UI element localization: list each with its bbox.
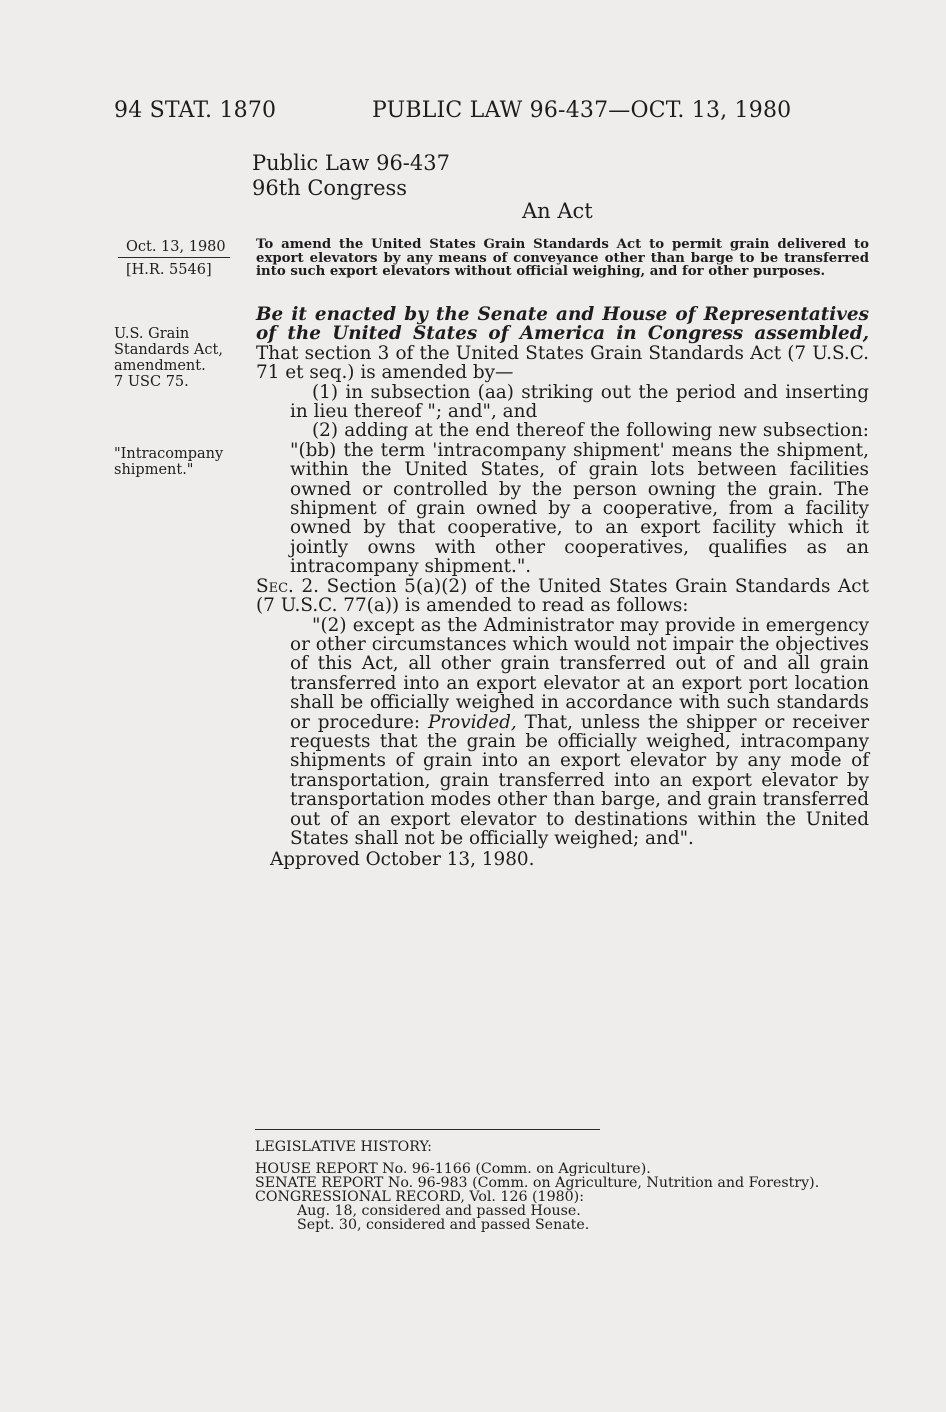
enacting-clause-text: That section 3 of the United States Grain Standards Act (7 U.S.C. 71 et seq.) is amended by— [256, 342, 869, 384]
section-2 [256, 577, 869, 616]
margin-note-line: 7 USC 75. [114, 374, 189, 390]
quoted-text-part-b: That, unless the shipper or receiver requests that the grain be officially weighed, intracompany shipments of grain into an export elevator by any mode of transportation, grain transferred into an export elevator by transportation modes other than barge, and grain transferred out of an export elevator to destinations within the United States shall not be officially weighed; and". [290, 711, 869, 849]
section-2-label: Sec. 2. [256, 575, 320, 597]
act-body [256, 305, 869, 848]
amendment-item-2: (2) adding at the end thereof the following new subsection: "(bb) the term 'intracompany shipment' means the shipment, within the United States, of grain lots between facilities owned or controlled by the person owning the grain. The shipment of grain owned by a cooperative, from a facility owned by that cooperative, to an export facility which it jointly owns with other cooperatives, qualifies as an intracompany shipment.". [290, 420, 869, 578]
stat-page-number: 94 STAT. 1870 [114, 98, 277, 123]
legislative-history-subline: Sept. 30, considered and passed Senate. [297, 1217, 590, 1233]
margin-note-intracompany [114, 446, 223, 478]
enacting-clause-italic: Be it enacted by the Senate and House of Representatives of the United States of America in Congress assembled, [256, 304, 869, 345]
section-2-quoted-text [256, 616, 869, 849]
margin-divider [118, 257, 230, 258]
provided-italic: Provided, [427, 711, 517, 733]
quoted-text-part-a: "(2) except as the Administrator may provide in emergency or other circumstances which would not impair the objectives of this Act, all other grain transferred out of and all grain transferred into an export elevator at an export port location shall be officially weighed in accordance with such standards or procedure: [290, 614, 869, 733]
legislative-history-line: CONGRESSIONAL RECORD, Vol. 126 (1980): [255, 1189, 584, 1205]
margin-bill-number: [H.R. 5546] [126, 262, 212, 278]
running-header-title: PUBLIC LAW 96-437—OCT. 13, 1980 [372, 98, 792, 123]
margin-date: Oct. 13, 1980 [126, 239, 226, 255]
amendment-item-1: (1) in subsection (aa) striking out the period and inserting in lieu thereof "; and", and [290, 381, 869, 423]
legislative-history-rule [255, 1129, 600, 1130]
approval-date: Approved October 13, 1980. [270, 849, 535, 870]
margin-note-line: Standards Act, [114, 342, 223, 358]
enacting-clause [256, 305, 869, 383]
act-purpose: To amend the United States Grain Standards Act to permit grain delivered to export elevators by any means of conveyance other than barge to be transferred into such export elevators without official weighing, and for other purposes. [256, 237, 869, 279]
legislative-history-line: HOUSE REPORT No. 96-1166 (Comm. on Agriculture). [255, 1161, 651, 1177]
margin-note-grain-standards [114, 326, 223, 390]
legislative-history [255, 1140, 875, 1232]
margin-note-line: "Intracompany [114, 446, 224, 462]
law-number: Public Law 96-437 [252, 151, 450, 175]
margin-note-line: shipment." [114, 462, 194, 478]
margin-note-line: U.S. Grain [114, 326, 190, 342]
act-heading: An Act [522, 199, 593, 223]
legislative-history-subline: Aug. 18, considered and passed House. [297, 1203, 581, 1219]
legislative-history-title: LEGISLATIVE HISTORY: [255, 1139, 432, 1155]
margin-note-line: amendment. [114, 358, 206, 374]
section-2-text: Section 5(a)(2) of the United States Grain Standards Act (7 U.S.C. 77(a)) is amended to read as follows: [256, 575, 870, 617]
congress-label: 96th Congress [252, 176, 408, 200]
legislative-history-line: SENATE REPORT No. 96-983 (Comm. on Agriculture, Nutrition and Forestry). [255, 1175, 820, 1191]
